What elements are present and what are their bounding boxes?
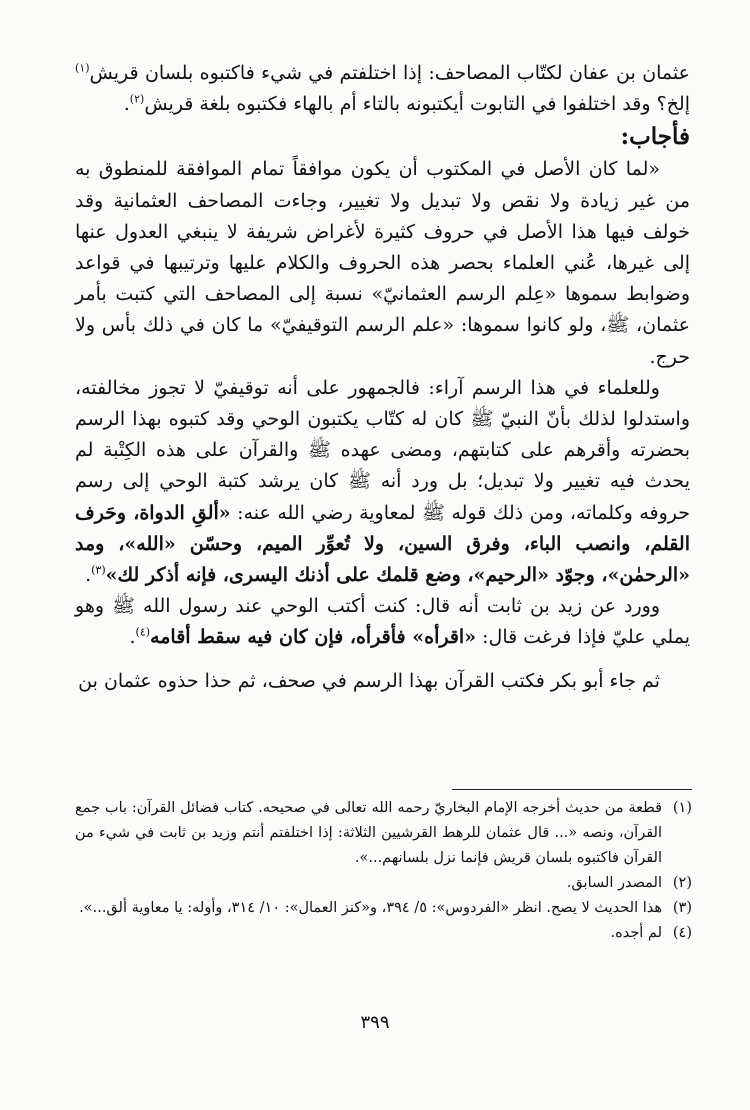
footnotes [75,796,692,946]
footnote-ref-1: (١) [75,61,90,75]
paragraph-2-quote: «ألقِ الدواة، وحَرف القلم، وانصب الباء، وفرق السين، ولا تُعوِّر الميم، وحسّن «الله»، ومد «الرحمٰن»، وجوّد «الرحيم»، وضع قلمك على أذنك اليسرى، فإنه أذكر لك» [75,501,690,587]
footnote-number: (٤) [672,925,692,941]
footnote-text: هذا الحديث لا يصح. انظر «الفردوس»: ٥/ ٣٩٤، و«كنز العمال»: ١٠/ ٣١٤، وأوله: يا معاوية ألق...». [79,900,662,916]
paragraph-3-quote: «اقرأه» فأقرأه، فإن كان فيه سقط أقامه [150,626,477,649]
footnote-number: (١) [672,800,692,816]
footnote-ref-3: (٣) [91,563,106,577]
section-heading: فأجاب: [620,123,690,151]
paragraph-3 [75,591,690,653]
paragraph-2-text: وللعلماء في هذا الرسم آراء: فالجمهور على أنه توقيفيّ لا تجوز مخالفته، واستدلوا لذلك بأنّ النبيّ ﷺ كان له كتّاب يكتبون الوحي وقد كتبوه بهذا الرسم بحضرته وأقرهم على كتابتهم، ومضى عهده ﷺ والقرآن على هذه الكِتْبة لم يحدث فيه تغيير ولا تبديل؛ بل ورد أنه ﷺ كان يرشد كتبة الوحي إلى رسم حروفه وكلماته، ومن ذلك قوله ﷺ لمعاوية رضي الله عنه: [75,376,690,524]
paragraph-gap [75,654,690,666]
main-text [75,58,690,697]
footnote-divider [452,789,692,790]
footnote-ref-4: (٤) [135,626,151,640]
intro-line-2: إلخ؟ وقد اختلفوا في التابوت أيكتبونه بالتاء أم بالهاء فكتبوه بلغة قريش [144,93,690,116]
page-number: ٣٩٩ [360,1012,390,1033]
footnote-number: (٢) [672,875,692,891]
footnote-1 [75,796,692,871]
footnote-text: لم أجده. [610,925,662,941]
footnote-text: قطعة من حديث أخرجه الإمام البخاريّ رحمه الله تعالى في صحيحه. كتاب فضائل القرآن: باب جمع القرآن، ونصه «... قال عثمان للرهط القرشيين الثلاثة: إذا اختلفتم أنتم وزيد بن ثابت في شيء من القرآن فاكتبوه بلسان قريش فإنما نزل بلسانهم...». [75,800,662,866]
footnote-ref-2: (٢) [129,92,145,106]
paragraph-3-end: . [129,626,136,649]
paragraph-2 [75,373,690,591]
intro-line-1: عثمان بن عفان لكتّاب المصاحف: إذا اختلفتم في شيء فاكتبوه بلسان قريش [89,62,690,84]
footnote-text: المصدر السابق. [566,875,662,891]
footnote-4 [75,921,692,946]
paragraph-3-text: وورد عن زيد بن ثابت أنه قال: كنت أكتب الوحي عند رسول الله ﷺ وهو يملي عليّ فإذا فرغت قال: [75,595,690,649]
paragraph-4: ثم جاء أبو بكر فكتب القرآن بهذا الرسم في صحف، ثم حذا حذوه عثمان بن [78,669,660,692]
intro-end: . [123,93,130,116]
intro-paragraph [75,58,690,120]
footnote-number: (٣) [672,900,692,916]
paragraph-2-end: . [85,564,92,587]
footnote-2 [75,871,692,896]
footnote-3 [75,896,692,921]
paragraph-1: «لما كان الأصل في المكتوب أن يكون موافقاً تمام الموافقة للمنطوق به من غير زيادة ولا نقص ولا تبديل ولا تغيير، وجاءت المصاحف العثمانية وقد خولف فيها هذا الأصل في حروف كثيرة لأغراض شريفة لا ينبغي العدول عنها إلى غيرها، عُني العلماء بحصر هذه الحروف والكلام عليها وترتيبها في قواعد وضوابط سموها «عِلم الرسم العثمانيّ» نسبة إلى المصاحف التي كتبت بأمر عثمان، ﷺ، ولو كانوا سموها: «علم الرسم التوقيفيّ» ما كان في ذلك بأس ولا حرج. [75,158,690,368]
